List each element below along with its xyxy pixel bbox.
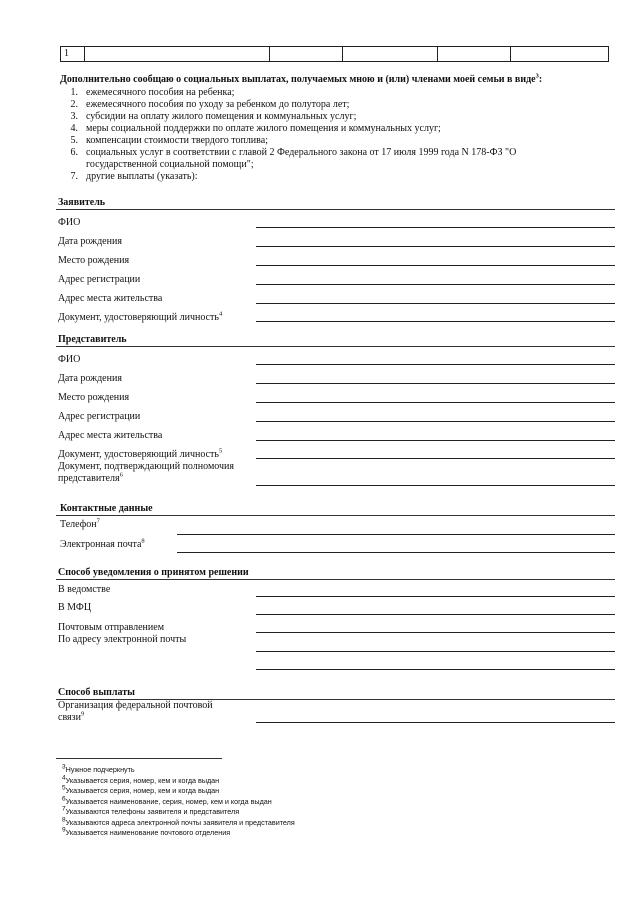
table-cell[interactable] (270, 47, 343, 62)
footnote-number: 5 (62, 784, 66, 792)
footnote-text: Указываются телефоны заявителя и представителя (65, 807, 240, 816)
label-text: Телефон (60, 519, 97, 530)
contacts-heading: Контактные данные (60, 503, 153, 514)
applicant-registration-field[interactable] (256, 284, 615, 285)
applicant-id-document-label (58, 312, 222, 324)
representative-authority-label: Документ, подтверждающий полномочия (58, 461, 234, 472)
footnote-separator (56, 758, 222, 759)
representative-residence-label: Адрес места жительства (58, 430, 163, 441)
list-number: 6. (70, 147, 78, 158)
representative-birthplace-field[interactable] (256, 402, 615, 403)
notification-heading: Способ уведомления о принятом решении (58, 567, 249, 578)
list-item[interactable] (56, 111, 516, 123)
applicant-fio-label: ФИО (58, 217, 81, 228)
intro-text (60, 74, 542, 86)
notify-agency-field[interactable] (256, 596, 615, 597)
label-text: Электронная почта (60, 539, 142, 550)
applicant-birthdate-label: Дата рождения (58, 236, 122, 247)
footnote-ref: 8 (141, 537, 145, 545)
table-cell[interactable] (511, 47, 609, 62)
table-row (61, 47, 609, 62)
representative-residence-field[interactable] (256, 440, 615, 441)
intro-label: Дополнительно сообщаю о социальных выплатах, получаемых мною и (или) членами моей семьи в виде (60, 74, 536, 85)
applicant-residence-label: Адрес места жительства (58, 293, 163, 304)
representative-fio-field[interactable] (256, 364, 615, 365)
footnote-number: 7 (62, 805, 66, 813)
payment-post-label-cont (58, 712, 84, 724)
applicant-id-document-field[interactable] (256, 321, 615, 322)
notify-post-field[interactable] (256, 632, 615, 633)
applicant-birthdate-field[interactable] (256, 246, 615, 247)
applicant-residence-field[interactable] (256, 303, 615, 304)
footnote-ref: 4 (218, 310, 223, 318)
section-divider (56, 346, 615, 347)
label-text: Документ, удостоверяющий личность (58, 449, 219, 460)
list-item-continuation: государственной социальной помощи"; (86, 159, 254, 170)
notify-option-email[interactable]: По адресу электронной почты (58, 634, 187, 645)
list-number: 1. (70, 87, 78, 98)
section-divider (56, 209, 615, 210)
footnote-number: 3 (62, 763, 66, 771)
footnote-number: 9 (62, 826, 66, 834)
notify-option-agency[interactable]: В ведомстве (58, 584, 111, 595)
footnote-item (62, 818, 295, 829)
list-item[interactable] (56, 171, 516, 183)
list-text: социальных услуг в соответствии с главой 2 Федерального закона от 17 июля 1999 года N 178-ФЗ "О (86, 147, 517, 158)
table-cell[interactable] (85, 47, 270, 62)
top-table (60, 46, 609, 62)
email-label (60, 539, 145, 551)
applicant-birthplace-field[interactable] (256, 265, 615, 266)
footnote-number: 4 (62, 774, 66, 782)
phone-label (60, 519, 100, 531)
list-item[interactable] (56, 99, 516, 111)
footnote-text: Указываются адреса электронной почты заявителя и представителя (65, 817, 295, 827)
list-number: 3. (70, 111, 78, 122)
table-cell[interactable] (438, 47, 511, 62)
footnote-item (62, 776, 295, 787)
footnote-text: Указывается наименование почтового отделения (65, 828, 231, 837)
footnote-text: Указывается серия, номер, кем и когда выдан (65, 786, 220, 795)
footnote-item (62, 786, 295, 797)
list-item[interactable] (56, 135, 516, 147)
label-text: Документ, удостоверяющий личность (58, 312, 219, 323)
applicant-birthplace-label: Место рождения (58, 255, 130, 266)
footnote-ref: 7 (96, 517, 100, 525)
label-text: связи (58, 712, 81, 723)
footnote-item (62, 807, 295, 818)
representative-birthplace-label: Место рождения (58, 392, 130, 403)
email-field[interactable] (177, 552, 615, 553)
list-text: другие выплаты (указать): (86, 171, 198, 182)
applicant-registration-label: Адрес регистрации (58, 274, 141, 285)
footnote-item (62, 797, 295, 808)
notify-option-mfc[interactable]: В МФЦ (58, 602, 92, 613)
representative-id-document-field[interactable] (256, 458, 615, 459)
representative-birthdate-field[interactable] (256, 383, 615, 384)
footnote-ref: 5 (218, 447, 223, 455)
representative-authority-field[interactable] (256, 485, 615, 486)
intro-tail: : (538, 74, 543, 85)
footnote-number: 8 (62, 816, 66, 824)
footnote-item (62, 828, 295, 839)
section-divider (56, 579, 615, 580)
footnote-text: Нужное подчеркнуть (65, 765, 135, 774)
list-number: 5. (70, 135, 78, 146)
payment-heading: Способ выплаты (58, 687, 135, 698)
payment-post-label: Организация федеральной почтовой (58, 700, 213, 711)
table-cell: 1 (61, 47, 85, 62)
label-text: представителя (58, 473, 120, 484)
list-text: компенсации стоимости твердого топлива; (86, 135, 268, 146)
section-divider (56, 515, 615, 516)
list-item[interactable] (56, 87, 516, 99)
notify-option-post[interactable]: Почтовым отправлением (58, 622, 165, 633)
representative-id-document-label (58, 449, 222, 461)
applicant-heading: Заявитель (58, 197, 106, 208)
representative-birthdate-label: Дата рождения (58, 373, 122, 384)
footnote-ref: 3 (535, 72, 539, 80)
list-number: 2. (70, 99, 78, 110)
table-cell[interactable] (343, 47, 438, 62)
footnote-ref: 9 (80, 710, 85, 718)
list-text: ежемесячного пособия по уходу за ребенком до полутора лет; (86, 99, 350, 110)
footnote-item (62, 765, 295, 776)
footnotes (62, 765, 295, 839)
footnote-ref: 6 (119, 471, 123, 479)
payment-post-field[interactable] (256, 722, 615, 723)
footnote-number: 6 (62, 795, 66, 803)
list-number: 4. (70, 123, 78, 134)
notify-mfc-field[interactable] (256, 614, 615, 615)
notify-email-field[interactable] (256, 651, 615, 652)
benefits-list (56, 87, 516, 183)
footnote-text: Указывается серия, номер, кем и когда выдан (65, 775, 220, 785)
representative-registration-label: Адрес регистрации (58, 411, 141, 422)
representative-registration-field[interactable] (256, 421, 615, 422)
phone-field[interactable] (177, 534, 615, 535)
list-item[interactable] (56, 123, 516, 135)
list-text: ежемесячного пособия на ребенка; (86, 87, 235, 98)
footnote-text: Указывается наименование, серия, номер, кем и когда выдан (65, 796, 272, 806)
representative-authority-label-cont (58, 473, 123, 485)
list-number: 7. (70, 171, 78, 182)
list-item[interactable] (56, 147, 516, 159)
applicant-fio-field[interactable] (256, 227, 615, 228)
representative-heading: Представитель (58, 334, 127, 345)
list-text: меры социальной поддержки по оплате жилого помещения и коммунальных услуг; (86, 123, 441, 134)
notify-extra-field[interactable] (256, 669, 615, 670)
list-text: субсидии на оплату жилого помещения и коммунальных услуг; (86, 111, 357, 122)
representative-fio-label: ФИО (58, 354, 81, 365)
